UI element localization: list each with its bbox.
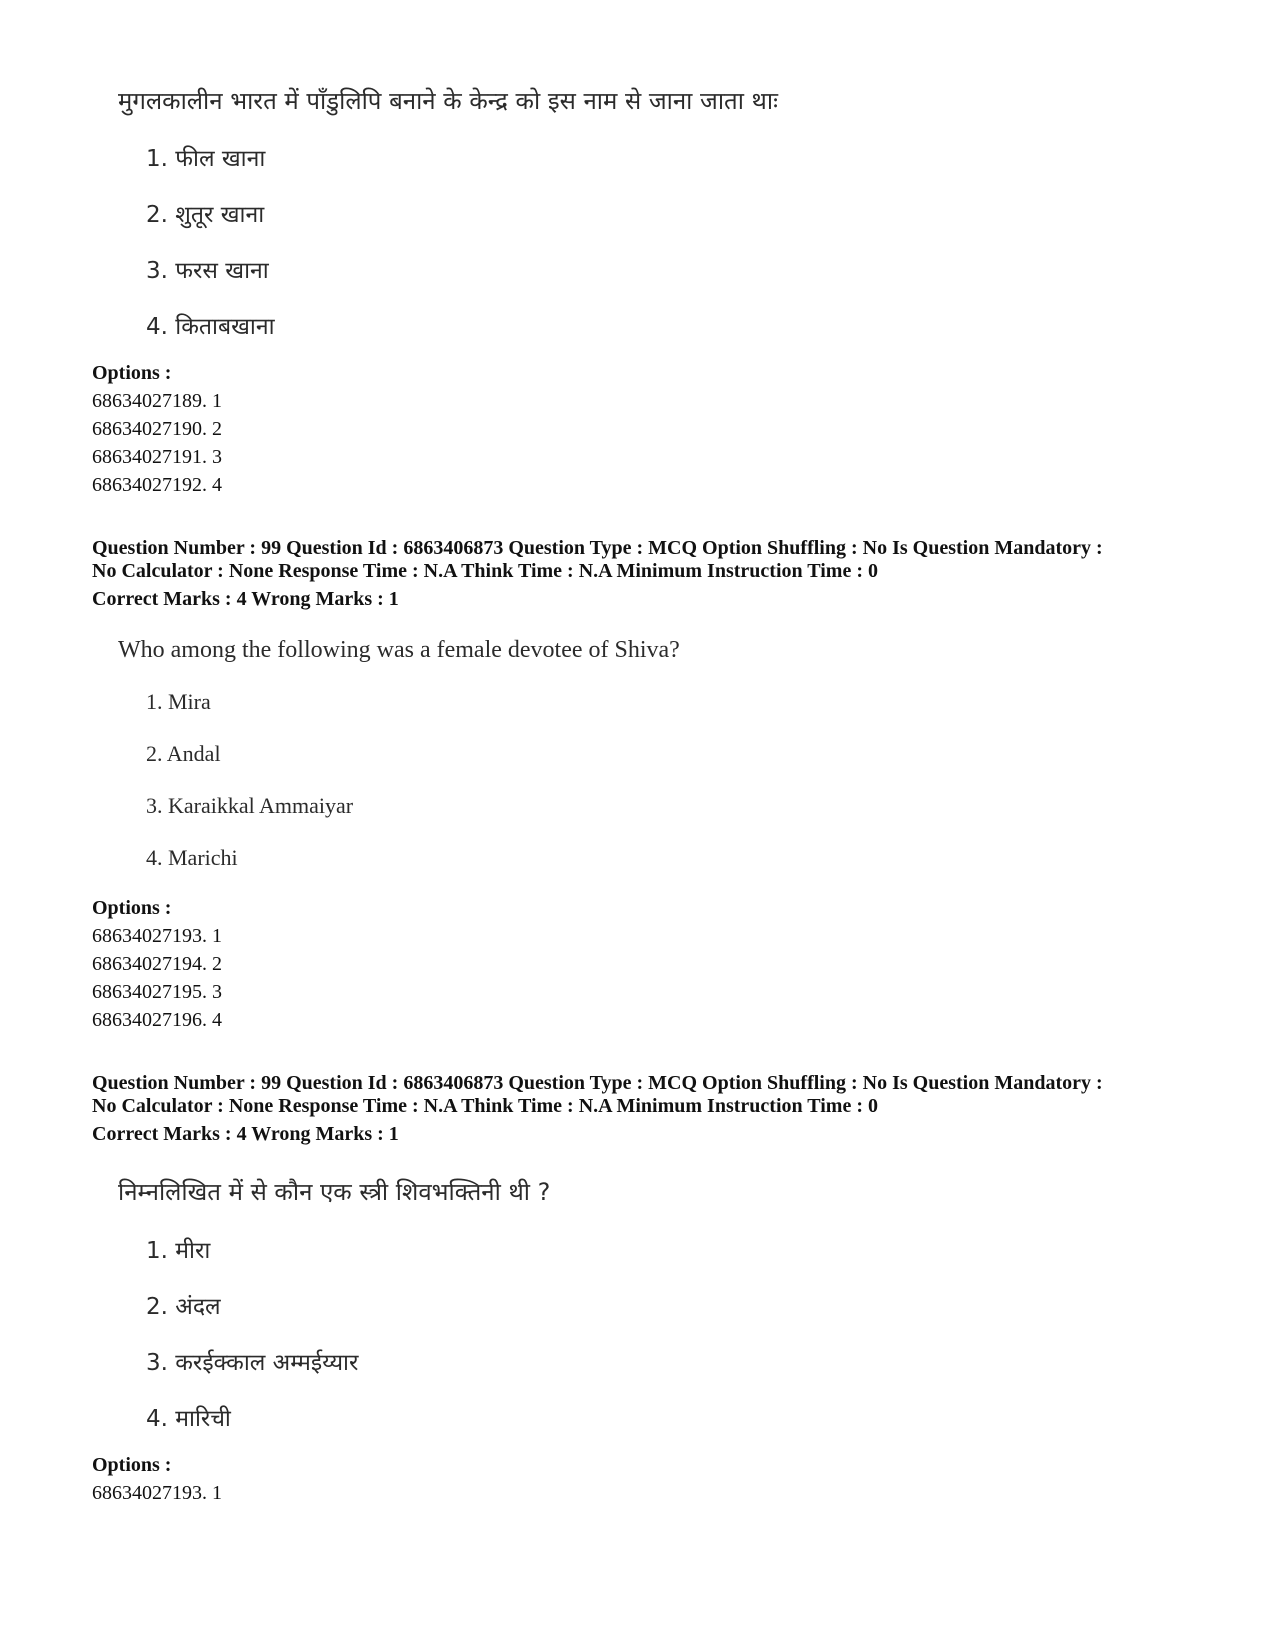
answer-choice: 4. किताबखाना	[146, 314, 275, 340]
answer-choice: 3. Karaikkal Ammaiyar	[146, 793, 354, 818]
question-meta-line: Question Number : 99 Question Id : 6863406873 Question Type : MCQ Option Shuffling : No Is Question Mandatory :	[92, 1072, 1103, 1094]
question-meta-line: Question Number : 99 Question Id : 6863406873 Question Type : MCQ Option Shuffling : No Is Question Mandatory :	[92, 537, 1103, 559]
question-meta-line: No Calculator : None Response Time : N.A Think Time : N.A Minimum Instruction Time : 0	[92, 560, 878, 582]
options-heading: Options :	[92, 897, 172, 919]
question-text: मुगलकालीन भारत में पाँडुलिपि बनाने के केन्द्र को इस नाम से जाना जाता थाः	[118, 87, 778, 115]
marks-line: Correct Marks : 4 Wrong Marks : 1	[92, 588, 399, 610]
answer-choice: 4. मारिची	[146, 1406, 231, 1432]
option-row: 68634027193. 1	[92, 1482, 222, 1504]
answer-choice: 4. Marichi	[146, 845, 238, 870]
option-row: 68634027189. 1	[92, 390, 222, 412]
options-heading: Options :	[92, 1454, 172, 1476]
answer-choice: 1. मीरा	[146, 1238, 211, 1264]
question-text: निम्नलिखित में से कौन एक स्त्री शिवभक्तिनी थी ?	[118, 1178, 551, 1206]
option-row: 68634027194. 2	[92, 953, 222, 975]
answer-choice: 2. अंदल	[146, 1294, 221, 1320]
option-row: 68634027190. 2	[92, 418, 222, 440]
option-row: 68634027192. 4	[92, 474, 222, 496]
answer-choice: 3. फरस खाना	[146, 258, 269, 284]
question-text: Who among the following was a female devotee of Shiva?	[118, 637, 680, 663]
option-row: 68634027193. 1	[92, 925, 222, 947]
option-row: 68634027191. 3	[92, 446, 222, 468]
answer-choice: 3. करईक्काल अम्मईय्यार	[146, 1350, 359, 1376]
question-meta-line: No Calculator : None Response Time : N.A Think Time : N.A Minimum Instruction Time : 0	[92, 1095, 878, 1117]
marks-line: Correct Marks : 4 Wrong Marks : 1	[92, 1123, 399, 1145]
option-row: 68634027196. 4	[92, 1009, 222, 1031]
option-row: 68634027195. 3	[92, 981, 222, 1003]
answer-choice: 2. Andal	[146, 741, 221, 766]
options-heading: Options :	[92, 362, 172, 384]
answer-choice: 1. फील खाना	[146, 146, 266, 172]
answer-choice: 1. Mira	[146, 689, 211, 714]
answer-choice: 2. शुतूर खाना	[146, 202, 265, 228]
